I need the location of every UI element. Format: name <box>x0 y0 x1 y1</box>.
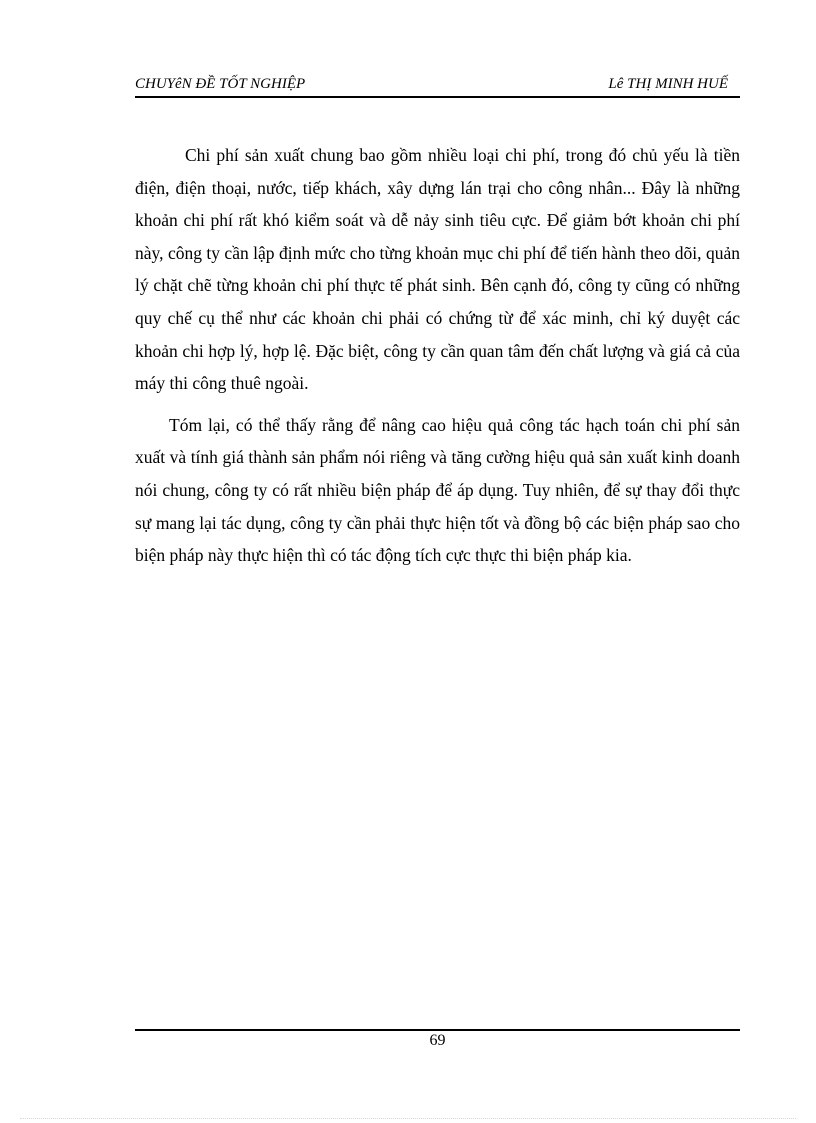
page-header <box>135 76 740 98</box>
page-edge-dotted-line <box>20 1118 796 1119</box>
header-author-name: Lê THỊ MINH HUẾ <box>608 76 728 92</box>
body-paragraph-1: Chi phí sản xuất chung bao gồm nhiều loại chi phí, trong đó chủ yếu là tiền điện, điện thoại, nước, tiếp khách, xây dựng lán trại cho công nhân... Đây là những khoản chi phí rất khó kiểm soát và dễ nảy sinh tiêu cực. Để giảm bớt khoản chi phí này, công ty cần lập định mức cho từng khoản mục chi phí để tiến hành theo dõi, quản lý chặt chẽ từng khoản chi phí thực tế phát sinh. Bên cạnh đó, công ty cũng có những quy chế cụ thể như các khoản chi phải có chứng từ để xác minh, chỉ ký duyệt các khoản chi hợp lý, hợp lệ. Đặc biệt, công ty cần quan tâm đến chất lượng và giá cả của máy thi công thuê ngoài. <box>135 145 740 394</box>
document-body <box>135 139 740 581</box>
body-paragraph-2: Tóm lại, có thể thấy rằng để nâng cao hiệu quả công tác hạch toán chi phí sản xuất và tính giá thành sản phẩm nói riêng và tăng cường hiệu quả sản xuất kinh doanh nói chung, công ty có rất nhiều biện pháp để áp dụng. Tuy nhiên, để sự thay đổi thực sự mang lại tác dụng, công ty cần phải thực hiện tốt và đồng bộ các biện pháp sao cho biện pháp này thực hiện thì có tác động tích cực thực thi biện pháp kia. <box>135 414 740 566</box>
page-number: 69 <box>429 1032 446 1049</box>
header-document-type: CHUYêN ĐỀ TỐT NGHIỆP <box>135 76 306 92</box>
